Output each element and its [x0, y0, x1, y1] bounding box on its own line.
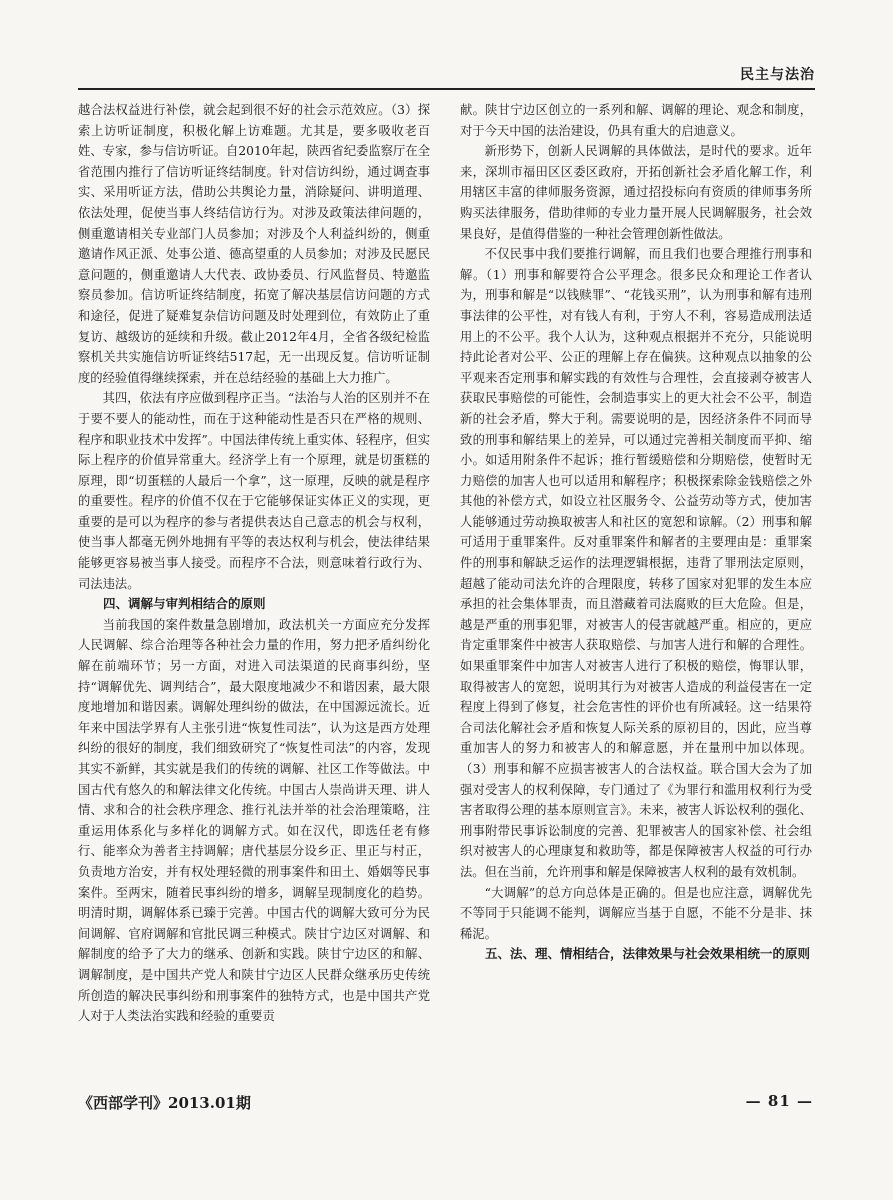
paragraph: 献。陕甘宁边区创立的一系列和解、调解的理论、观念和制度，对于今天中国的法治建设，仍具有重大的启迪意义。 [460, 103, 812, 138]
paragraph: 越合法权益进行补偿，就会起到很不好的社会示范效应。（3）探索上访听证制度，积极化解上访难题。尤其是，要多吸收老百姓、专家，参与信访听证。自2010年起，陕西省纪委监察厅在全省范围内推行了信访听证终结制度。针对信访纠纷，通过调查事实、采用听证方法，借助公共舆论力量，消除疑问、讲明道理、依法处理，促使当事人终结信访行为。对涉及政策法律问题的，侧重邀请相关专业部门人员参加；对涉及个人利益纠纷的，侧重邀请作风正派、处事公道、德高望重的人员参加；对涉及民愿民意问题的，侧重邀请人大代表、政协委员、行风监督员、特邀监察员参加。信访听证终结制度，拓宽了解决基层信访问题的方式和途径，促进了疑难复杂信访问题及时处理到位，有效防止了重复访、越级访的延续和升级。截止2012年4月，全省各级纪检监察机关共实施信访听证终结517起，无一出现反复。信访听证制度的经验值得继续探索，并在总结经验的基础上大力推广。 [78, 103, 430, 385]
section-heading: 五、法、理、情相结合，法律效果与社会效果相统一的原则 [485, 946, 811, 962]
paragraph: 新形势下，创新人民调解的具体做法，是时代的要求。近年来，深圳市福田区区委区政府，开拓创新社会矛盾化解工作，利用辖区丰富的律师服务资源，通过招投标向有资质的律师事务所购买法律服务，借助律师的专业力量开展人民调解服务，社会效果良好，是值得借鉴的一种社会管理创新性做法。 [460, 144, 812, 241]
page-number: — 81 — [745, 1092, 813, 1110]
header-divider [78, 88, 815, 90]
left-column [78, 100, 430, 1090]
section-label: 民主与法治 [740, 67, 815, 83]
paragraph: 不仅民事中我们要推行调解，而且我们也要合理推行刑事和解。（1）刑事和解要符合公平理念。很多民众和理论工作者认为，刑事和解是“以钱赎罪”、“花钱买刑”，认为刑事和解有违刑事法律的公平性，对有钱人有利，于穷人不利，容易造成刑法适用上的不公平。我个人认为，这种观点根据并不充分，只能说明持此论者对公平、公正的理解上存在偏狭。这种观点以抽象的公平观来否定刑事和解实践的有效性与合理性，会直接剥夺被害人获取民事赔偿的可能性，会制造事实上的更大社会不公平，制造新的社会矛盾，弊大于利。需要说明的是，因经济条件不同而导致的刑事和解结果上的差异，可以通过完善相关制度而平抑、缩小。如适用附条件不起诉；推行暂缓赔偿和分期赔偿，使暂时无力赔偿的加害人也可以适用和解程序；积极探索除金钱赔偿之外其他的补偿方式，如设立社区服务令、公益劳动等方式，使加害人能够通过劳动换取被害人和社区的宽恕和谅解。（2）刑事和解可适用于重罪案件。反对重罪案件和解者的主要理由是：重罪案件的刑事和解缺乏运作的法理逻辑根据，违背了罪刑法定原则，超越了能动司法允许的合理限度，转移了国家对犯罪的发生本应承担的社会集体罪责，而且潜藏着司法腐败的巨大危险。但是，越是严重的刑事犯罪，对被害人的侵害就越严重。相应的，更应肯定重罪案件中被害人获取赔偿、与加害人进行和解的合理性。如果重罪案件中加害人对被害人进行了积极的赔偿，悔罪认罪，取得被害人的宽恕，说明其行为对被害人造成的利益侵害在一定程度上得到了修复，社会危害性的评价也有所减轻。这一结果符合司法化解社会矛盾和恢复人际关系的原初目的，因此，应当尊重加害人的努力和被害人的和解意愿，并在量刑中加以体现。（3）刑事和解不应损害被害人的合法权益。联合国大会为了加强对受害人的权利保障，专门通过了《为罪行和滥用权利行为受害者取得公理的基本原则宣言》。未来，被害人诉讼权利的强化、刑事附带民事诉讼制度的完善、犯罪被害人的国家补偿、社会组织对被害人的心理康复和救助等，都是保障被害人权益的可行办法。但在当前，允许刑事和解是保障被害人权利的最有效机制。 [460, 247, 812, 879]
journal-title: 《西部学刊》2013.01期 [78, 1094, 251, 1112]
paragraph: 其四，依法有序应做到程序正当。“法治与人治的区别并不在于要不要人的能动性，而在于这种能动性是否只在严格的规则、程序和职业技术中发挥”。中国法律传统上重实体、轻程序，但实际上程序的价值异常重大。经济学上有一个原理，就是切蛋糕的原理，即“切蛋糕的人最后一个拿”，这一原理，反映的就是程序的重要性。程序的价值不仅在于它能够保证实体正义的实现，更重要的是可以为程序的参与者提供表达自己意志的机会与权利，使当事人都毫无例外地拥有平等的表达权利与机会，使法律结果能够更容易被当事人接受。而程序不合法，则意味着行政行为、司法违法。 [78, 391, 430, 591]
section-heading: 四、调解与审判相结合的原则 [103, 596, 266, 612]
paragraph: “大调解”的总方向总体是正确的。但是也应注意，调解优先不等同于只能调不能判，调解应当基于自愿，不能不分是非、抹稀泥。 [460, 885, 812, 941]
right-column [460, 100, 812, 1090]
paragraph: 当前我国的案件数量急剧增加，政法机关一方面应充分发挥人民调解、综合治理等各种社会力量的作用，努力把矛盾纠纷化解在前端环节；另一方面，对进入司法渠道的民商事纠纷，坚持“调解优先、调判结合”，最大限度地减少不和谐因素，最大限度地增加和谐因素。调解处理纠纷的做法，在中国源远流长。近年来中国法学界有人主张引进“恢复性司法”，认为这是西方处理纠纷的很好的制度，我们细致研究了“恢复性司法”的内容，发现其实不新鲜，其实就是我们的传统的调解、社区工作等做法。中国古代有悠久的和解法律文化传统。中国古人崇尚讲天理、讲人情、求和合的社会秩序理念、推行礼法并举的社会治理策略，注重运用体系化与多样化的调解方式。如在汉代，即选任老有修行、能率众为善者主持调解；唐代基层分设乡正、里正与村正，负责地方治安，并有权处理轻微的刑事案件和田土、婚姻等民事案件。至两宋，随着民事纠纷的增多，调解呈现制度化的趋势。明清时期，调解体系已臻于完善。中国古代的调解大致可分为民间调解、官府调解和官批民调三种模式。陕甘宁边区对调解、和解制度的给予了大力的继承、创新和实践。陕甘宁边区的和解、调解制度，是中国共产党人和陕甘宁边区人民群众继承历史传统所创造的解决民事纠纷和刑事案件的独特方式，也是中国共产党人对于人类法治实践和经验的重要贡 [78, 617, 430, 1024]
